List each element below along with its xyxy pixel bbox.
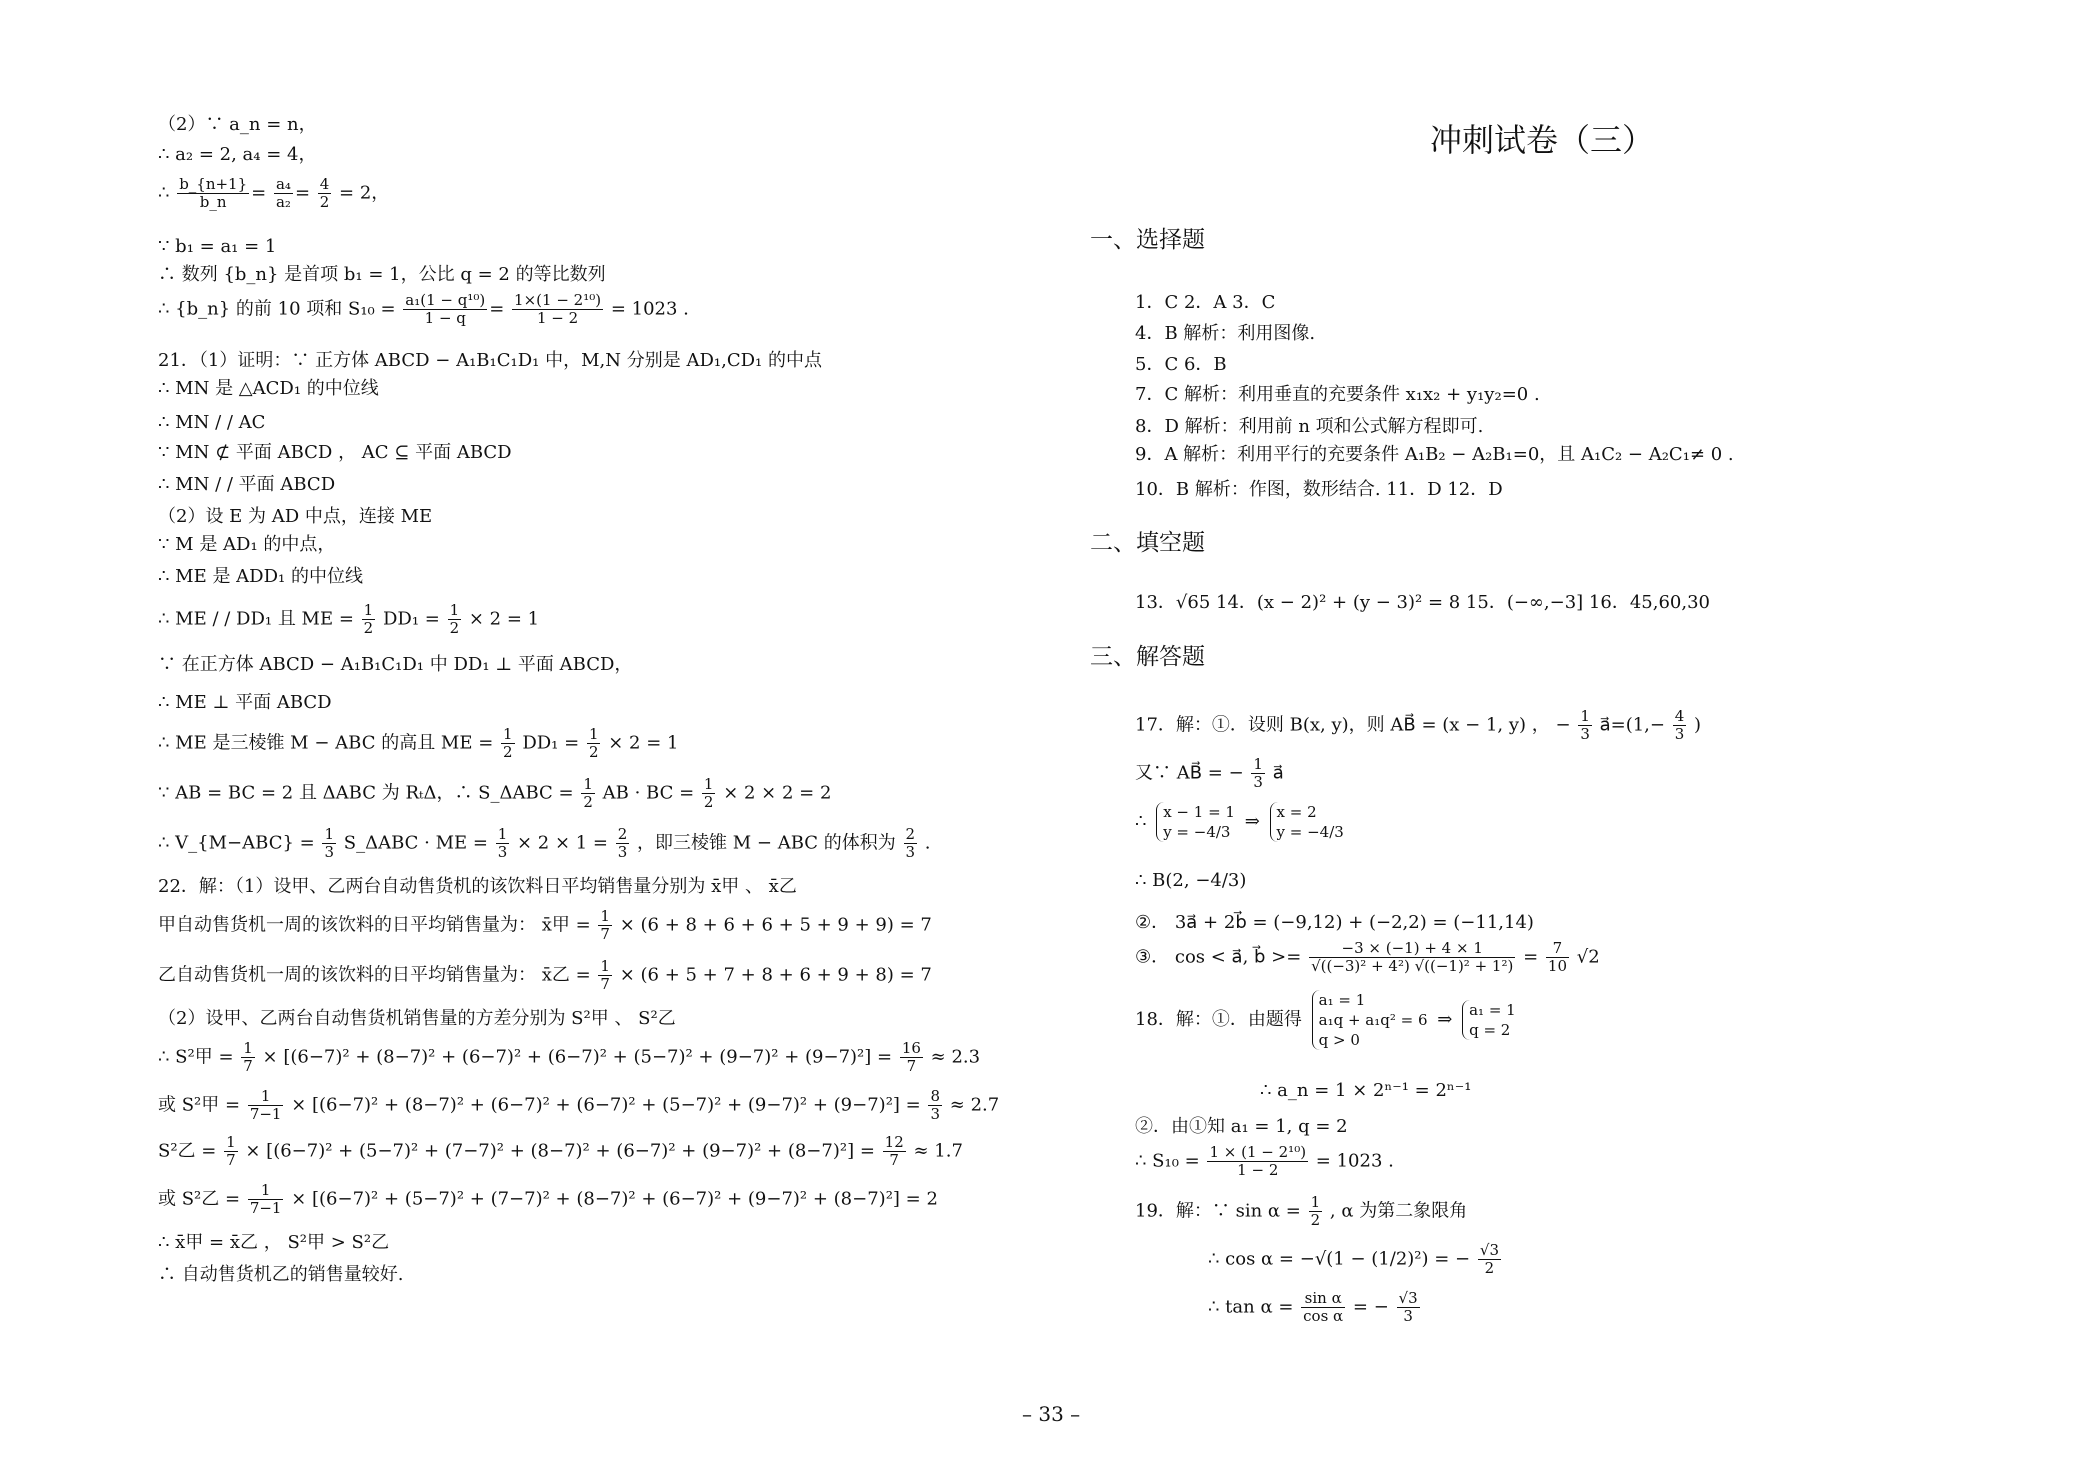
fraction-den: 7 <box>889 1151 899 1169</box>
text-l18-post: × 2 = 1 <box>608 732 679 754</box>
fraction <box>248 1088 284 1123</box>
fraction-num: 1×(1 − 2¹⁰) <box>514 291 602 309</box>
text-l15-mid: DD₁ = <box>382 608 440 630</box>
fraction <box>598 908 612 943</box>
fraction-den: 3 <box>1674 725 1685 743</box>
line-l26 <box>158 1088 999 1123</box>
fraction-den: 1 − 2 <box>1237 1161 1279 1179</box>
equation: a₁ = 1 <box>1469 1001 1516 1019</box>
fraction-den: 7 <box>906 1057 917 1075</box>
fraction <box>362 602 376 637</box>
equation: y = −4/3 <box>1163 823 1231 841</box>
fraction-den: 1 − 2 <box>536 309 579 327</box>
text-l19-pre: ∵ AB = BC = 2 且 ΔABC 为 RₜΔ，∴ S_ΔABC = <box>158 782 574 804</box>
fraction <box>1309 940 1515 975</box>
answer-line: 5．C 6．B <box>1135 354 1227 375</box>
fraction-num: a₁(1 − q¹⁰) <box>405 291 486 309</box>
text-l20-mid3: ，即三棱锥 M − ABC 的体积为 <box>637 832 896 854</box>
answer-line: 4．B 解析：利用图像. <box>1135 323 1316 344</box>
equation-system <box>1270 802 1344 842</box>
fraction-num: 1 <box>243 1039 253 1057</box>
page-title: 冲刺试卷（三） <box>1430 121 1655 159</box>
text-l27-pre: S²乙 = <box>158 1140 217 1162</box>
equation: x = 2 <box>1276 803 1317 821</box>
line-l7: 21．（1）证明：∵ 正方体 ABCD − A₁B₁C₁D₁ 中，M,N 分别是 AD₁,CD₁ 的中点 <box>158 350 822 371</box>
line-l15 <box>158 602 539 637</box>
implies-arrow: ⇒ <box>1437 1009 1453 1030</box>
text-l25-pre: ∴ S²甲 = <box>158 1046 234 1068</box>
fraction-num: 12 <box>884 1133 904 1151</box>
solution-18-part2: ②．由①知 a₁ = 1, q = 2 <box>1135 1116 1348 1137</box>
page-number: – 33 – <box>1022 1402 1081 1426</box>
fraction-num: 4 <box>1674 707 1685 725</box>
answer-line: 1．C 2．A 3．C <box>1135 292 1276 313</box>
text-r10-pre: 又∵ AB⃗ = − <box>1135 762 1244 784</box>
fraction-num: 16 <box>901 1039 921 1057</box>
fraction <box>248 1182 284 1217</box>
fraction-den: 2 <box>319 193 330 211</box>
fraction <box>501 726 515 761</box>
fraction <box>598 958 612 993</box>
fraction-den: 2 <box>363 619 374 637</box>
fraction <box>1301 1290 1345 1325</box>
implies-arrow: ⇒ <box>1244 811 1260 832</box>
text-r9-post: ) <box>1694 714 1702 736</box>
fraction-den: 2 <box>588 743 599 761</box>
fraction <box>904 826 918 861</box>
fraction-num: 1 <box>226 1133 236 1151</box>
text-r21-pre: ∴ tan α = <box>1208 1296 1294 1318</box>
text-l18-pre: ∴ ME 是三棱锥 M − ABC 的高且 ME = <box>158 732 494 754</box>
fraction-den: √((−3)² + 4²) √((−1)² + 1²) <box>1311 957 1514 975</box>
text-l28-post: × [(6−7)² + (5−7)² + (7−7)² + (8−7)² + (6−7)² + (9−7)² + (8−7)²] = 2 <box>291 1188 938 1210</box>
fraction <box>1673 708 1687 743</box>
line-l29: ∴ x̄甲 = x̄乙 ， S²甲 > S²乙 <box>158 1232 390 1253</box>
line-l20 <box>158 826 931 861</box>
line-l10: ∵ MN ⊄ 平面 ABCD ， AC ⊆ 平面 ABCD <box>158 442 512 463</box>
fraction <box>496 826 510 861</box>
solution-19-line3 <box>1208 1290 1422 1325</box>
text-l20-post: . <box>924 832 931 854</box>
fraction-num: 1 <box>1253 755 1263 773</box>
solution-17-part3 <box>1135 940 1600 975</box>
line-l18 <box>158 726 678 761</box>
line-l28 <box>158 1182 938 1217</box>
solution-17-line2 <box>1135 756 1284 791</box>
fraction-den: 2 <box>583 793 593 811</box>
text-l28-pre: 或 S²乙 = <box>158 1188 241 1210</box>
text-l15-pre: ∴ ME / / DD₁ 且 ME = <box>158 608 354 630</box>
fraction <box>616 826 630 861</box>
fraction-den: 7 <box>600 925 610 943</box>
fraction-den: 1 − q <box>424 309 466 327</box>
line-l14: ∴ ME 是 ADD₁ 的中位线 <box>158 566 363 587</box>
fraction-num: 1 <box>583 775 593 793</box>
fraction-num: 1 <box>703 775 714 793</box>
fraction-den: 7 <box>243 1057 253 1075</box>
solution-17-system <box>1135 802 1348 842</box>
fraction-num: a₄ <box>275 175 291 193</box>
line-l4: ∵ b₁ = a₁ = 1 <box>158 236 277 257</box>
text-r10-post: a⃗ <box>1272 762 1284 784</box>
fraction-num: 1 <box>449 601 460 619</box>
fraction-num: 1 <box>248 1088 284 1106</box>
text-r14-mid: = <box>1523 946 1539 968</box>
fraction <box>1309 1194 1323 1229</box>
fraction-num: 4 <box>319 175 330 193</box>
fraction-num: 1 <box>1580 707 1590 725</box>
fraction-num: 1 × (1 − 2¹⁰) <box>1209 1143 1307 1161</box>
fraction-den: 2 <box>1310 1211 1321 1229</box>
text-l26-pre: 或 S²甲 = <box>158 1094 241 1116</box>
line-l27 <box>158 1134 963 1169</box>
fraction-den: 3 <box>1403 1307 1413 1325</box>
text-l20-pre: ∴ V_{M−ABC} = <box>158 832 315 854</box>
line-l16: ∵ 在正方体 ABCD − A₁B₁C₁D₁ 中 DD₁ ⊥ 平面 ABCD， <box>158 654 633 675</box>
line-l21: 22．解：（1）设甲、乙两台自动售货机的该饮料日平均销售量分别为 x̄甲 、 x̄乙 <box>158 876 797 897</box>
answer-line: 9．A 解析：利用平行的充要条件 A₁B₂ − A₂B₁=0，且 A₁C₂ − A₂C₁≠ 0 . <box>1135 444 1734 465</box>
fraction <box>1478 1242 1501 1277</box>
fraction-num: 1 <box>363 601 374 619</box>
fraction-den: a₂ <box>275 193 291 211</box>
fraction <box>241 1040 255 1075</box>
fraction <box>883 1134 906 1169</box>
fraction <box>512 292 603 327</box>
text-l25-post: ≈ 2.3 <box>930 1046 981 1068</box>
text-r11-pre: ∴ <box>1135 811 1147 832</box>
text-l19-post: × 2 × 2 = 2 <box>723 782 832 804</box>
fraction <box>403 292 487 327</box>
fraction-num: sin α <box>1301 1290 1345 1308</box>
text-l23-post: × (6 + 5 + 7 + 8 + 6 + 9 + 8) = 7 <box>619 964 932 986</box>
fraction-num: 1 <box>503 725 513 743</box>
line-l6: ∴ {b_n} 的前 10 项和 S₁₀ = $\frac{\text{a₁(1 − q¹⁰)}}{1 - q}$ = $\frac{\text{1×(1 − 2¹⁰)}}{1 - 2}$ = 1023 . <box>158 291 689 327</box>
solution-18-line4 <box>1135 1144 1394 1179</box>
equation: y = −4/3 <box>1276 823 1344 841</box>
text-r18-post: = 1023 . <box>1315 1150 1394 1172</box>
text-l26-mid: × [(6−7)² + (8−7)² + (6−7)² + (6−7)² + (5−7)² + (9−7)² + (9−7)²] = <box>291 1094 921 1116</box>
fraction-num: 1 <box>588 725 599 743</box>
line-l9: ∴ MN / / AC <box>158 412 266 433</box>
text-l6-pre: ∴ {b_n} 的前 10 项和 S₁₀ = <box>158 298 396 320</box>
fraction-den: b_n <box>199 193 227 211</box>
text-l22-pre: 甲自动售货机一周的该饮料的日平均销售量为： x̄甲 = <box>158 914 591 936</box>
line-l5: ∴ 数列 {b_n} 是首项 b₁ = 1，公比 q = 2 的等比数列 <box>158 264 606 285</box>
text-r19-post: , α 为第二象限角 <box>1329 1200 1468 1222</box>
text-r21-mid: = − <box>1352 1296 1389 1318</box>
line-l8: ∴ MN 是 △ACD₁ 的中位线 <box>158 378 379 399</box>
fraction <box>1207 1144 1308 1179</box>
line-l30: ∴ 自动售货机乙的销售量较好. <box>158 1264 404 1285</box>
equation-system <box>1156 802 1235 842</box>
fraction-num: 2 <box>617 825 628 843</box>
fraction <box>581 776 595 811</box>
fraction-den: 7−1 <box>249 1199 282 1217</box>
solution-18-system <box>1135 990 1520 1050</box>
equation-system <box>1312 990 1428 1050</box>
fraction-den: 10 <box>1547 957 1567 975</box>
fraction <box>274 176 293 211</box>
line-l13: ∵ M 是 AD₁ 的中点， <box>158 534 336 555</box>
line-l24: （2）设甲、乙两台自动售货机销售量的方差分别为 S²甲 、 S²乙 <box>158 1008 676 1029</box>
answer-line: 8．D 解析：利用前 n 项和公式解方程即可. <box>1135 416 1484 437</box>
text-l18-mid: DD₁ = <box>522 732 580 754</box>
fraction-den: 2 <box>503 743 513 761</box>
fraction-num: 2 <box>905 825 916 843</box>
fraction-num: 8 <box>930 1087 941 1105</box>
fraction-num: √3 <box>1398 1289 1418 1307</box>
text-l3-pre: ∴ <box>158 182 170 204</box>
equation: x − 1 = 1 <box>1163 803 1235 821</box>
line-l3: ∴ $\frac{b\_\{n+1\}}{b\_n}$ = $\frac{\text{a₄}}{\text{a₂}}$ = $\frac{4}{2}$ = 2， <box>158 175 390 211</box>
fraction-den: 3 <box>1580 725 1590 743</box>
fraction-den: 3 <box>497 843 508 861</box>
fraction-den: 3 <box>905 843 916 861</box>
fraction <box>1578 708 1592 743</box>
fraction-num: b_{n+1} <box>179 175 248 193</box>
text-r18-pre: ∴ S₁₀ = <box>1135 1150 1200 1172</box>
text-l27-mid: × [(6−7)² + (5−7)² + (7−7)² + (8−7)² + (6−7)² + (9−7)² + (8−7)²] = <box>245 1140 875 1162</box>
equation: q > 0 <box>1318 1031 1360 1049</box>
fraction <box>448 602 462 637</box>
solution-18-line2: ∴ a_n = 1 × 2ⁿ⁻¹ = 2ⁿ⁻¹ <box>1260 1080 1472 1101</box>
line-l23 <box>158 958 932 993</box>
solution-17-part2: ②． 3a⃗ + 2b⃗ = (−9,12) + (−2,2) = (−11,14) <box>1135 912 1534 933</box>
answer-line: 13．√65 14．(x − 2)² + (y − 3)² = 8 15．(−∞,−3] 16．45,60,30 <box>1135 592 1710 613</box>
equation: q = 2 <box>1469 1021 1511 1039</box>
fraction-num: 1 <box>600 907 610 925</box>
line-l2: ∴ a₂ = 2, a₄ = 4， <box>158 144 317 165</box>
fraction <box>1546 940 1569 975</box>
fraction-num: √3 <box>1479 1241 1499 1259</box>
text-r14-pre: ③． cos < a⃗, b⃗ >= <box>1135 946 1302 968</box>
section-heading-solve: 三、解答题 <box>1090 644 1205 670</box>
line-l17: ∴ ME ⊥ 平面 ABCD <box>158 692 332 713</box>
fraction-num: 1 <box>324 825 335 843</box>
text-l20-mid2: × 2 × 1 = <box>516 832 609 854</box>
fraction-num: −3 × (−1) + 4 × 1 <box>1309 940 1515 958</box>
text-r20-pre: ∴ cos α = −√(1 − (1/2)²) = − <box>1208 1248 1471 1270</box>
fraction-den: 3 <box>930 1105 941 1123</box>
text-l6-post: = 1023 . <box>610 298 689 320</box>
fraction-den: 3 <box>1253 773 1263 791</box>
fraction-den: 2 <box>449 619 460 637</box>
fraction <box>224 1134 238 1169</box>
fraction <box>1397 1290 1420 1325</box>
fraction-den: 3 <box>324 843 335 861</box>
line-l11: ∴ MN / / 平面 ABCD <box>158 474 336 495</box>
fraction-num: 1 <box>600 957 610 975</box>
answer-line: 7．C 解析：利用垂直的充要条件 x₁x₂ + y₁y₂=0 . <box>1135 384 1540 405</box>
fraction-num: 7 <box>1546 940 1569 958</box>
fraction <box>1251 756 1265 791</box>
fraction-den: 7 <box>600 975 610 993</box>
line-l12: （2）设 E 为 AD 中点，连接 ME <box>158 506 433 527</box>
fraction-den: 2 <box>1484 1259 1495 1277</box>
text-l15-post: × 2 = 1 <box>468 608 540 630</box>
fraction-den: cos α <box>1303 1307 1344 1325</box>
section-heading-choice: 一、选择题 <box>1090 227 1205 253</box>
text-l20-mid: S_ΔABC · ME = <box>343 832 488 854</box>
text-r9-mid: a⃗=(1,− <box>1599 714 1665 736</box>
text-r14-post: √2 <box>1576 946 1600 968</box>
answer-line: 10．B 解析：作图，数形结合. 11．D 12．D <box>1135 479 1503 500</box>
fraction-den: 7 <box>226 1151 236 1169</box>
text-l23-pre: 乙自动售货机一周的该饮料的日平均销售量为： x̄乙 = <box>158 964 591 986</box>
text-l25-mid: × [(6−7)² + (8−7)² + (6−7)² + (6−7)² + (5−7)² + (9−7)² + (9−7)²] = <box>262 1046 893 1068</box>
text-r15-pre: 18．解：①．由题得 <box>1135 1009 1302 1030</box>
equation: a₁q + a₁q² = 6 <box>1318 1011 1428 1029</box>
text-l26-post: ≈ 2.7 <box>949 1094 1000 1116</box>
fraction-den: 3 <box>617 843 628 861</box>
fraction <box>900 1040 923 1075</box>
fraction <box>928 1088 942 1123</box>
equation-system <box>1462 1000 1516 1040</box>
line-l1: （2）∵ a_n = n， <box>158 114 317 135</box>
section-heading-fill: 二、填空题 <box>1090 530 1205 556</box>
fraction-num: 1 <box>248 1182 284 1200</box>
text-l22-post: × (6 + 8 + 6 + 6 + 5 + 9 + 9) = 7 <box>619 914 932 936</box>
text-l3-post: = 2， <box>339 182 390 204</box>
line-l22 <box>158 908 932 943</box>
solution-19-line1 <box>1135 1194 1467 1229</box>
text-r9-pre: 17．解：①．设则 B(x, y)，则 AB⃗ = (x − 1, y) ， − <box>1135 714 1571 736</box>
fraction-den: 2 <box>703 793 714 811</box>
text-l19-mid: AB · BC = <box>602 782 695 804</box>
fraction-num: 1 <box>497 825 508 843</box>
equation: a₁ = 1 <box>1318 991 1366 1009</box>
fraction-num: 1 <box>1310 1193 1321 1211</box>
fraction-den: 7−1 <box>249 1105 282 1123</box>
line-l25 <box>158 1040 980 1075</box>
solution-19-line2 <box>1208 1242 1503 1277</box>
solution-17-line1 <box>1135 708 1701 743</box>
fraction <box>702 776 716 811</box>
text-r19-pre: 19．解：∵ sin α = <box>1135 1200 1301 1222</box>
text-l27-post: ≈ 1.7 <box>913 1140 963 1162</box>
line-l19 <box>158 776 831 811</box>
fraction <box>318 176 332 211</box>
fraction <box>587 726 601 761</box>
fraction <box>177 176 249 211</box>
solution-17-line4: ∴ B(2, −4/3) <box>1135 870 1247 891</box>
fraction <box>322 826 336 861</box>
